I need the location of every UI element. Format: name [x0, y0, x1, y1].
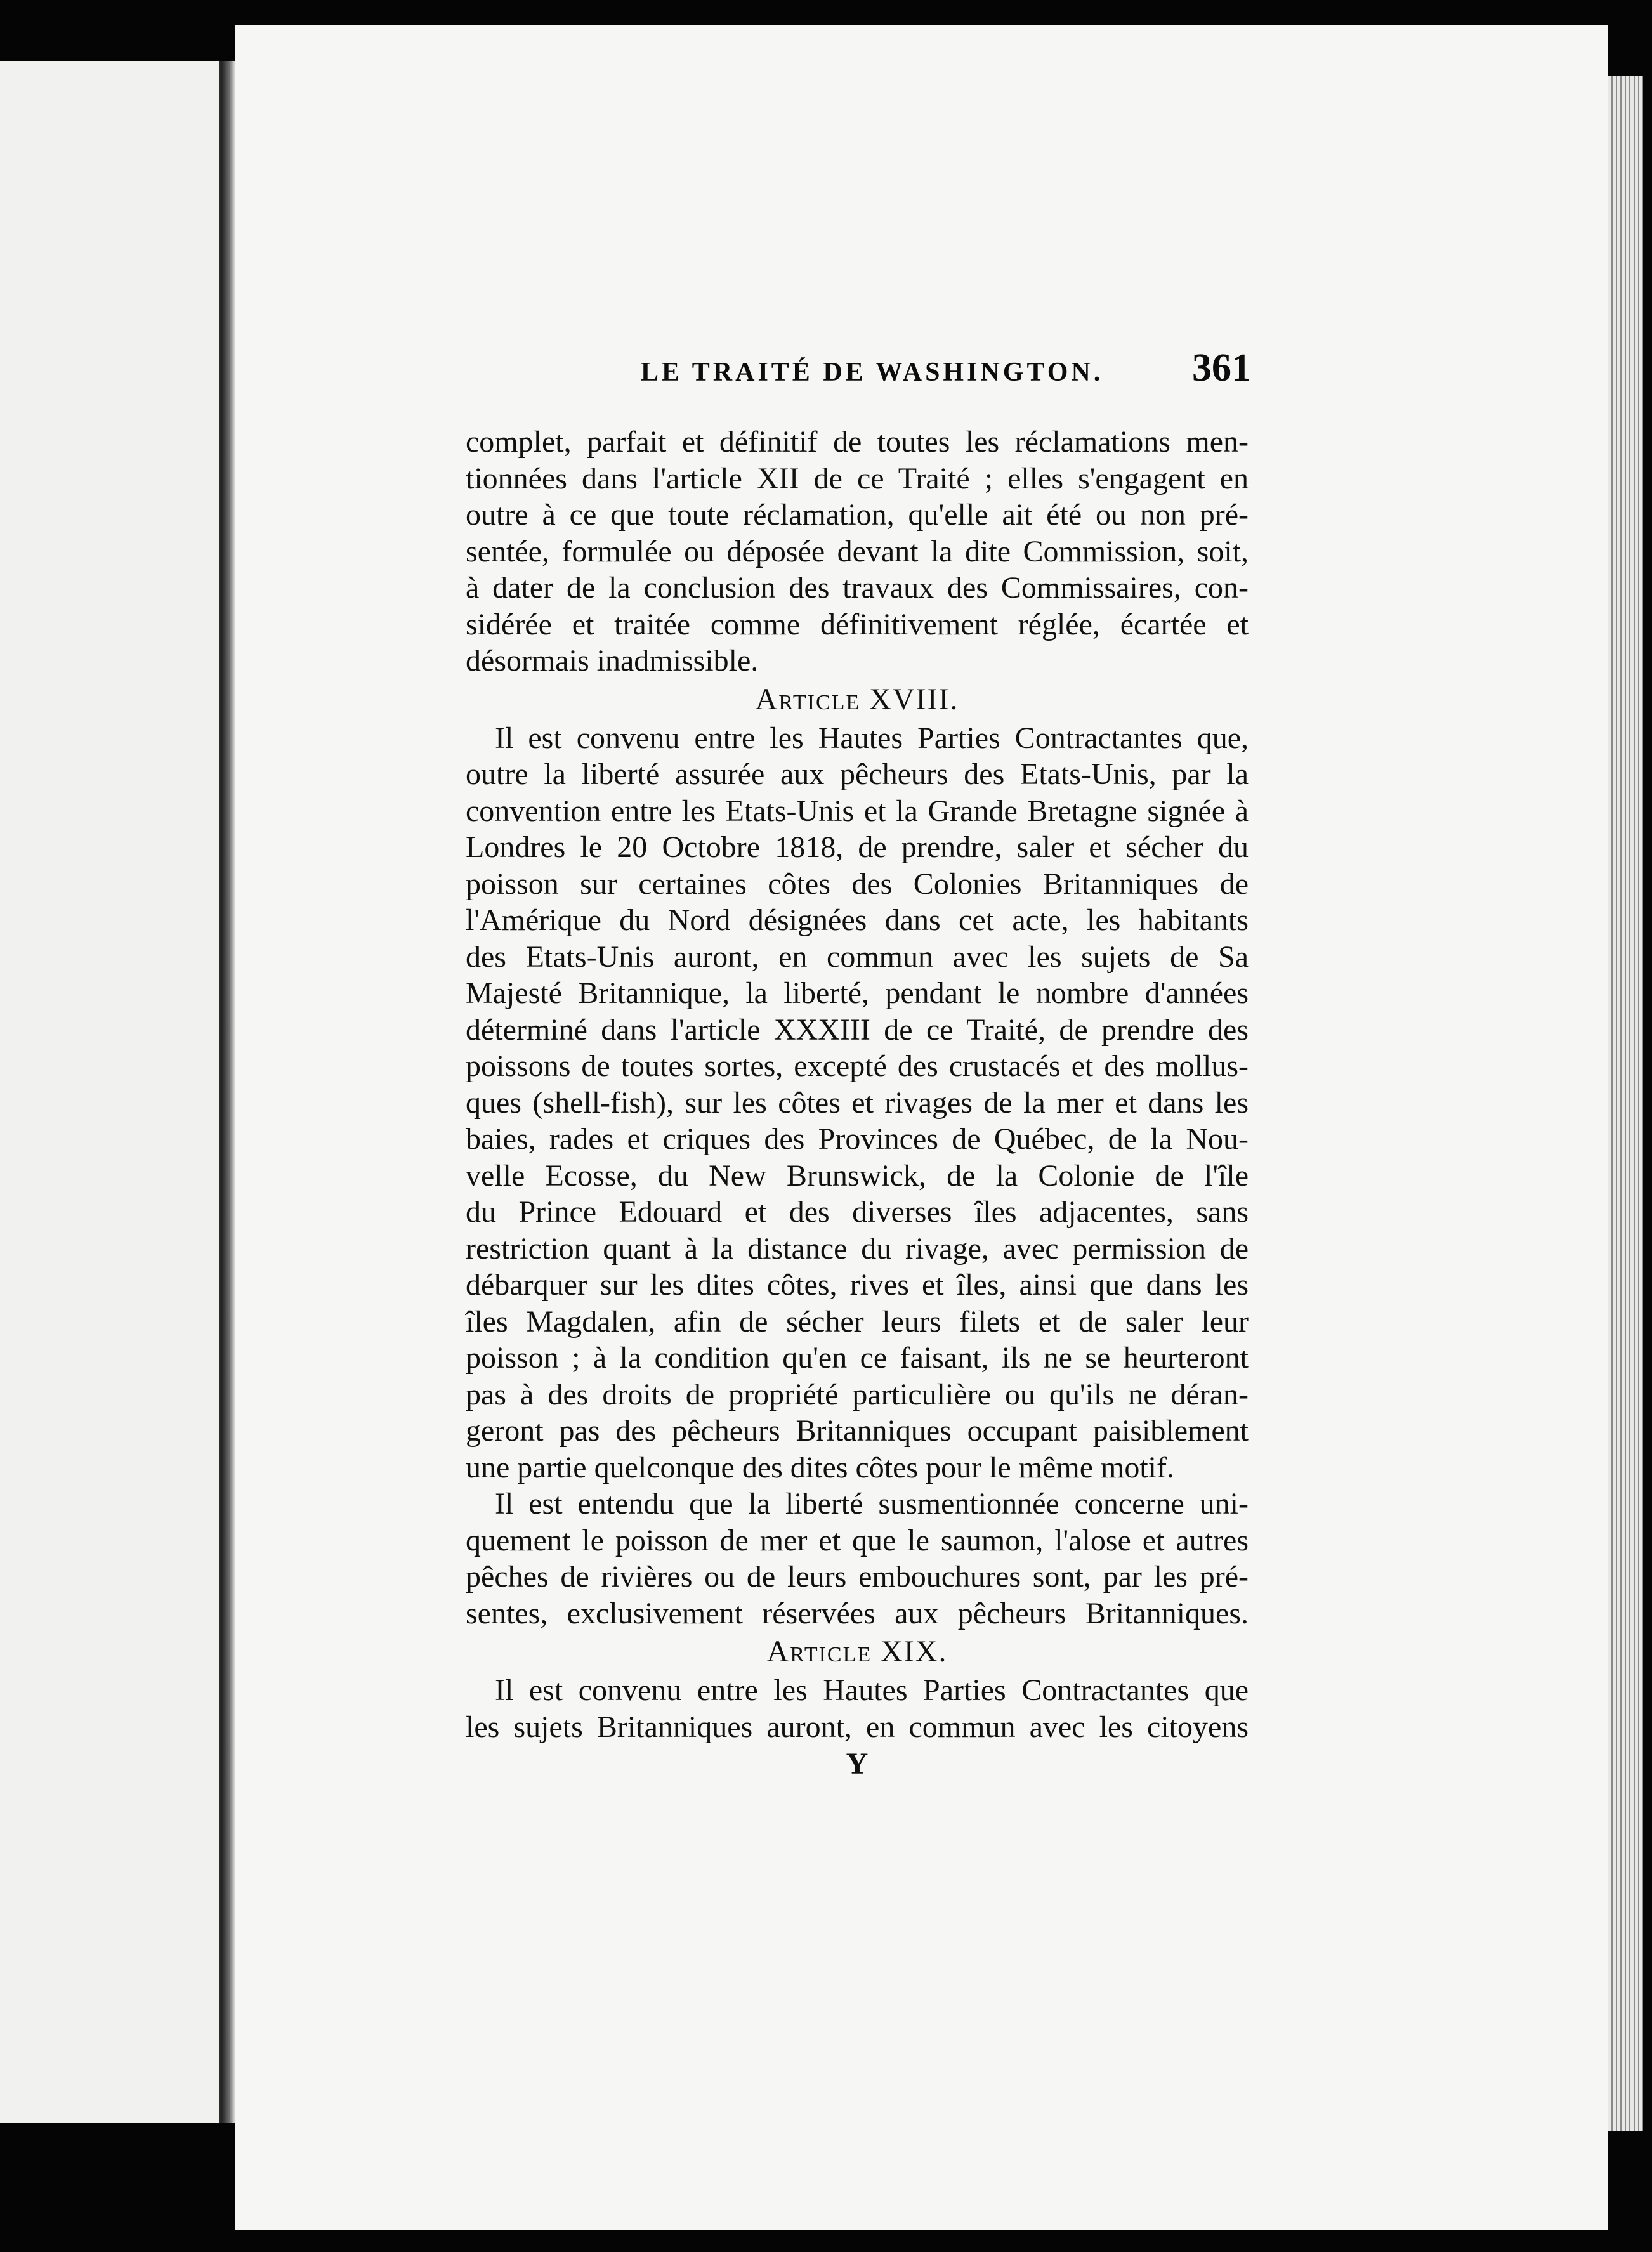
text-line: Il est entendu que la liberté susmentionnée concerne uni- — [495, 1487, 1249, 1521]
text-line: l'Amérique du Nord désignées dans cet acte, les habitants — [466, 903, 1249, 937]
text-line: complet, parfait et définitif de toutes les réclamations men- — [466, 425, 1249, 459]
article-paragraph — [466, 720, 1249, 1486]
continued-paragraph — [466, 424, 1249, 679]
text-line: baies, rades et criques des Provinces de Québec, de la Nou- — [466, 1122, 1249, 1156]
text-line: les sujets Britanniques auront, en commun avec les citoyens — [466, 1710, 1249, 1744]
text-line: tionnées dans l'article XII de ce Traité ; elles s'engagent en — [466, 461, 1249, 495]
article-paragraph — [466, 1486, 1249, 1632]
text-line: sidérée et traitée comme définitivement réglée, écartée et — [466, 607, 1249, 641]
facing-page — [0, 61, 221, 2123]
text-line: des Etats-Unis auront, en commun avec les sujets de Sa — [466, 939, 1249, 974]
text-line: pas à des droits de propriété particulière ou qu'ils ne déran- — [466, 1377, 1249, 1411]
text-line: poissons de toutes sortes, excepté des crustacés et des mollus- — [466, 1049, 1249, 1083]
text-line: restriction quant à la distance du rivage, avec permission de — [466, 1231, 1249, 1266]
text-line: outre la liberté assurée aux pêcheurs des Etats-Unis, par la — [466, 757, 1249, 791]
text-line: ques (shell-fish), sur les côtes et rivages de la mer et dans les — [466, 1085, 1249, 1120]
text-line: convention entre les Etats-Unis et la Grande Bretagne signée à — [466, 794, 1249, 828]
text-line: poisson ; à la condition qu'en ce faisant, ils ne se heurteront — [466, 1341, 1249, 1375]
text-line: velle Ecosse, du New Brunswick, de la Colonie de l'île — [466, 1158, 1249, 1193]
text-line: déterminé dans l'article XXXIII de ce Traité, de prendre des — [466, 1012, 1249, 1047]
page-number: 361 — [1192, 346, 1251, 390]
text-line: Il est convenu entre les Hautes Parties Contractantes que — [495, 1673, 1249, 1707]
page-header — [641, 346, 1251, 396]
article-paragraph — [466, 1672, 1249, 1745]
text-line: à dater de la conclusion des travaux des Commissaires, con- — [466, 571, 1249, 605]
text-line: désormais inadmissible. — [466, 644, 759, 678]
text-line: sentée, formulée ou déposée devant la dite Commission, soit, — [466, 534, 1249, 568]
text-line: débarquer sur les dites côtes, rives et îles, ainsi que dans les — [466, 1268, 1249, 1302]
text-line: poisson sur certaines côtes des Colonies Britanniques de — [466, 867, 1249, 901]
text-line: une partie quelconque des dites côtes pour le même motif. — [466, 1450, 1174, 1484]
book-gutter — [221, 61, 235, 2123]
text-line: du Prince Edouard et des diverses îles adjacentes, sans — [466, 1195, 1249, 1229]
page-edges — [1608, 76, 1643, 2131]
text-line: geront pas des pêcheurs Britanniques occupant paisiblement — [466, 1414, 1249, 1448]
text-line: pêches de rivières ou de leurs embouchures sont, par les pré- — [466, 1560, 1249, 1594]
text-line: Il est convenu entre les Hautes Parties Contractantes que, — [495, 721, 1249, 755]
article-heading: Article XVIII. — [755, 682, 959, 716]
running-head: LE TRAITÉ DE WASHINGTON. — [641, 358, 1104, 387]
text-line: outre à ce que toute réclamation, qu'elle ait été ou non pré- — [466, 498, 1249, 532]
article-heading: Article XIX. — [766, 1635, 948, 1668]
text-line: Majesté Britannique, la liberté, pendant le nombre d'années — [466, 976, 1249, 1010]
text-line: quement le poisson de mer et que le saumon, l'alose et autres — [466, 1523, 1249, 1557]
signature-mark: Y — [846, 1747, 869, 1781]
text-line: sentes, exclusivement réservées aux pêcheurs Britanniques. — [466, 1596, 1249, 1630]
text-line: îles Magdalen, afin de sécher leurs filets et de saler leur — [466, 1304, 1249, 1339]
text-line: Londres le 20 Octobre 1818, de prendre, saler et sécher du — [466, 830, 1249, 864]
page-text — [466, 424, 1249, 1783]
